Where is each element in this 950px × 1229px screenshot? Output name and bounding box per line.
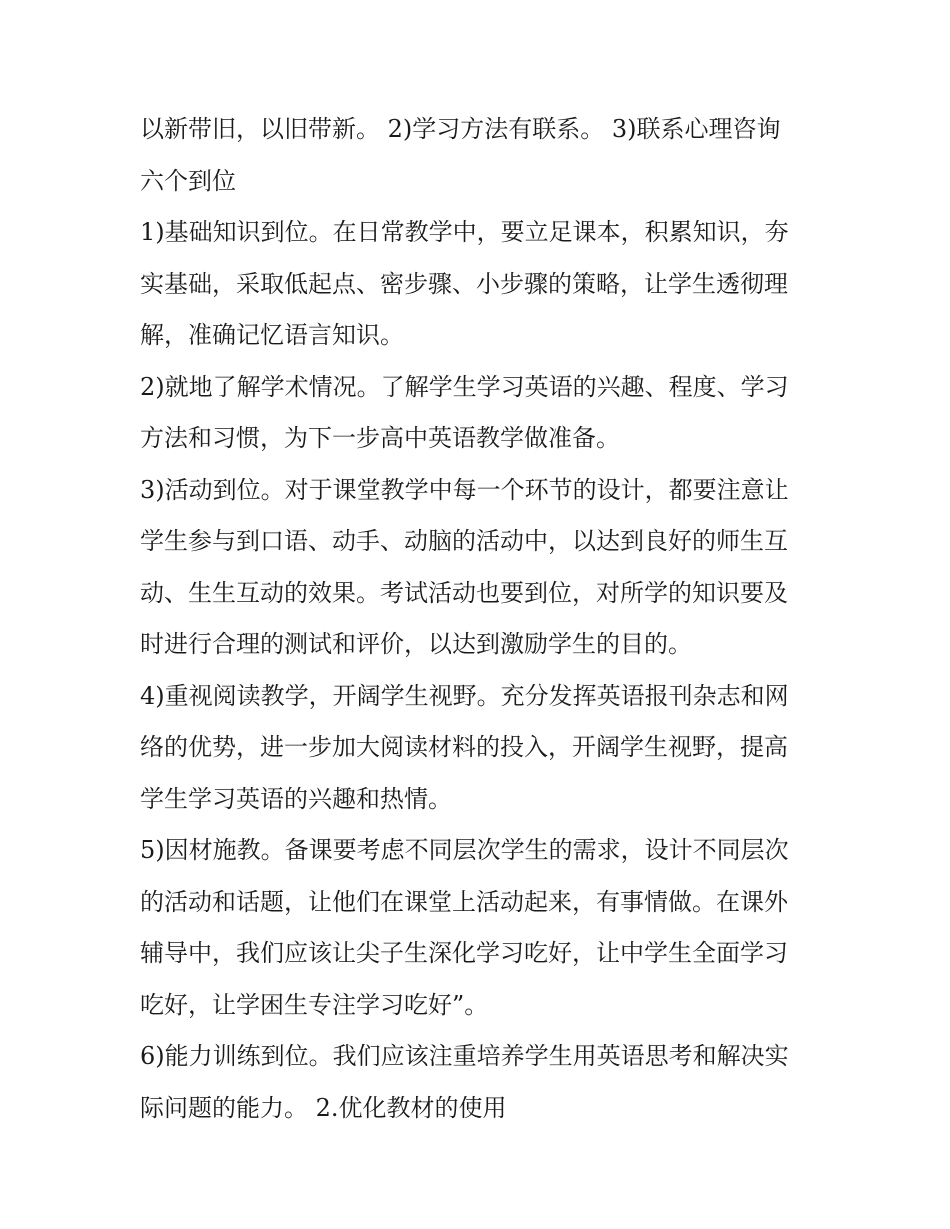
section-heading: 六个到位 <box>140 166 236 195</box>
text-line: 3)活动到位。对于课堂教学中每一个环节的设计，都要注意让 <box>140 475 789 504</box>
text-line: 1)基础知识到位。在日常教学中，要立足课本，积累知识，夯 <box>140 218 789 246</box>
text-line: 实基础，采取低起点、密步骤、小步骤的策略，让学生透彻理 <box>140 269 788 298</box>
text-line: 络的优势，进一步加大阅读材料的投入，开阔学生视野，提高 <box>140 733 788 761</box>
text-line: 6)能力训练到位。我们应该注重培养学生用英语思考和解决实 <box>140 1042 789 1070</box>
text-line: 4)重视阅读教学，开阔学生视野。充分发挥英语报刊杂志和网 <box>140 681 789 710</box>
text-line: 吃好，让学困生专注学习吃好”。 <box>140 990 489 1019</box>
text-line: 动、生生互动的效果。考试活动也要到位，对所学的知识要及 <box>140 578 788 607</box>
text-line: 时进行合理的测试和评价，以达到激励学生的目的。 <box>140 630 692 658</box>
text-line: 5)因材施教。备课要考虑不同层次学生的需求，设计不同层次 <box>140 836 789 864</box>
text-line: 辅导中，我们应该让尖子生深化学习吃好，让中学生全面学习 <box>140 939 788 967</box>
text-line: 以新带旧，以旧带新。 2)学习方法有联系。 3)联系心理咨询 <box>140 115 781 143</box>
text-line: 学生参与到口语、动手、动脑的活动中，以达到良好的师生互 <box>140 527 788 555</box>
text-line: 际问题的能力。 2.优化教材的使用 <box>140 1093 507 1122</box>
text-line: 解，准确记忆语言知识。 <box>140 321 404 349</box>
text-line: 2)就地了解学术情况。了解学生学习英语的兴趣、程度、学习 <box>140 372 789 401</box>
text-line: 学生学习英语的兴趣和热情。 <box>140 784 452 813</box>
text-line: 方法和习惯，为下一步高中英语教学做准备。 <box>140 424 620 452</box>
document-body <box>140 104 820 1134</box>
text-line: 的活动和话题，让他们在课堂上活动起来，有事情做。在课外 <box>140 887 788 916</box>
